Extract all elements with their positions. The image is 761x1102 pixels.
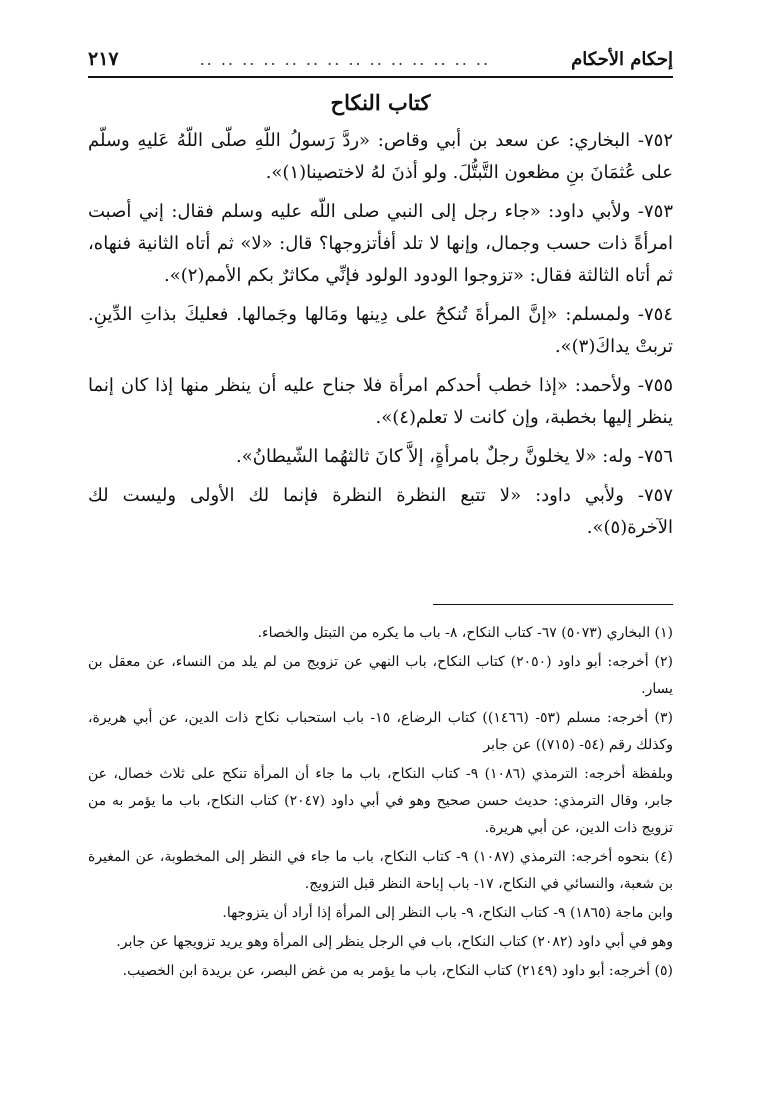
chapter-title: كتاب النكاح <box>330 90 431 115</box>
hadith-753: ٧٥٣- ولأبي داود: «جاء رجل إلى النبي صلى اللّه عليه وسلم فقال: إني أصبت امرأةً ذات حسب وجمال، وإنها لا تلد أفأتزوجها؟ قال: «لا» ثم أتاه الثانية فنهاه، ثم أتاه الثالثة فقال: «تزوجوا الودود الولود فإنِّي مكاثرٌ بكم الأمم(٢)». <box>88 201 673 286</box>
footnote-4-continued-a: وابن ماجة (١٨٦٥) ٩- كتاب النكاح، ٩- باب النظر إلى المرأة إذا أراد أن يتزوجها. <box>222 905 673 921</box>
hadith-754: ٧٥٤- ولمسلم: «إنَّ المرأةَ تُنكحُ على دِينها ومَالها وجَمالها. فعليكَ بذاتِ الدِّينِ. تربتْ يداكَ(٣)». <box>88 304 673 357</box>
footnote-4-continued-b: وهو في أبي داود (٢٠٨٢) كتاب النكاح، باب في الرجل ينظر إلى المرأة وهو يريد تزويجها عن جابر. <box>116 934 673 950</box>
hadith-756: ٧٥٦- وله: «لا يخلونَّ رجلٌ بامرأةٍ، إلاَّ كانَ ثالثهُما الشّيطانُ». <box>236 446 673 467</box>
hadith-757: ٧٥٧- ولأبي داود: «لا تتبع النظرة النظرة فإنما لك الأولى وليست لك الآخرة(٥)». <box>88 485 673 538</box>
footnote-3-continued: وبلفظة أخرجه: الترمذي (١٠٨٦) ٩- كتاب النكاح، باب ما جاء أن المرأة تنكح على ثلاث خصال، عن جابر، وقال الترمذي: حديث حسن صحيح وهو في أبي داود (٢٠٤٧) كتاب النكاح، باب ما يؤمر به من تزويج ذات الدين، عن أبي هريرة. <box>88 766 673 836</box>
hadith-755: ٧٥٥- ولأحمد: «إذا خطب أحدكم امرأة فلا جناح عليه أن ينظر منها إذا كان إنما ينظر إليها بخطبة، وإن كانت لا تعلم(٤)». <box>88 375 673 428</box>
footnotes <box>88 620 673 987</box>
footnote-1: (١) البخاري (٥٠٧٣) ٦٧- كتاب النكاح، ٨- باب ما يكره من التبتل والخصاء. <box>257 625 673 641</box>
footnote-separator <box>433 604 673 605</box>
running-header <box>88 42 673 78</box>
book-title: إحكام الأحكام <box>571 48 673 70</box>
header-dot-leader: .. .. .. .. .. .. .. .. .. .. .. .. .. .. <box>199 49 491 69</box>
footnote-3: (٣) أخرجه: مسلم (٥٣- (١٤٦٦)) كتاب الرضاع، ١٥- باب استحباب نكاح ذات الدين، عن أبي هريرة، وكذلك رقم (٥٤- (٧١٥)) عن جابر <box>88 710 673 753</box>
hadith-list <box>88 125 673 551</box>
footnote-5: (٥) أخرجه: أبو داود (٢١٤٩) كتاب النكاح، باب ما يؤمر به من غض البصر، عن بريدة ابن الخصيب. <box>122 963 673 979</box>
hadith-752: ٧٥٢- البخاري: عن سعد بن أبي وقاص: «ردَّ رَسولُ اللّهِ صلّى اللّهُ عَليهِ وسلّم على عُثمَانَ بنِ مظعون التَّبتُّلَ. ولو أذنَ لهُ لاختصينا(١)». <box>88 130 673 183</box>
footnote-2: (٢) أخرجه: أبو داود (٢٠٥٠) كتاب النكاح، باب النهي عن تزويج من لم يلد من النساء، عن معقل بن يسار. <box>88 654 673 697</box>
footnote-4: (٤) بنحوه أخرجه: الترمذي (١٠٨٧) ٩- كتاب النكاح، باب ما جاء في النظر إلى المخطوبة، عن المغيرة بن شعبة، والنسائي في النكاح، ١٧- باب إباحة النظر قبل التزويج. <box>88 849 673 892</box>
page-number: ٢١٧ <box>88 48 119 70</box>
